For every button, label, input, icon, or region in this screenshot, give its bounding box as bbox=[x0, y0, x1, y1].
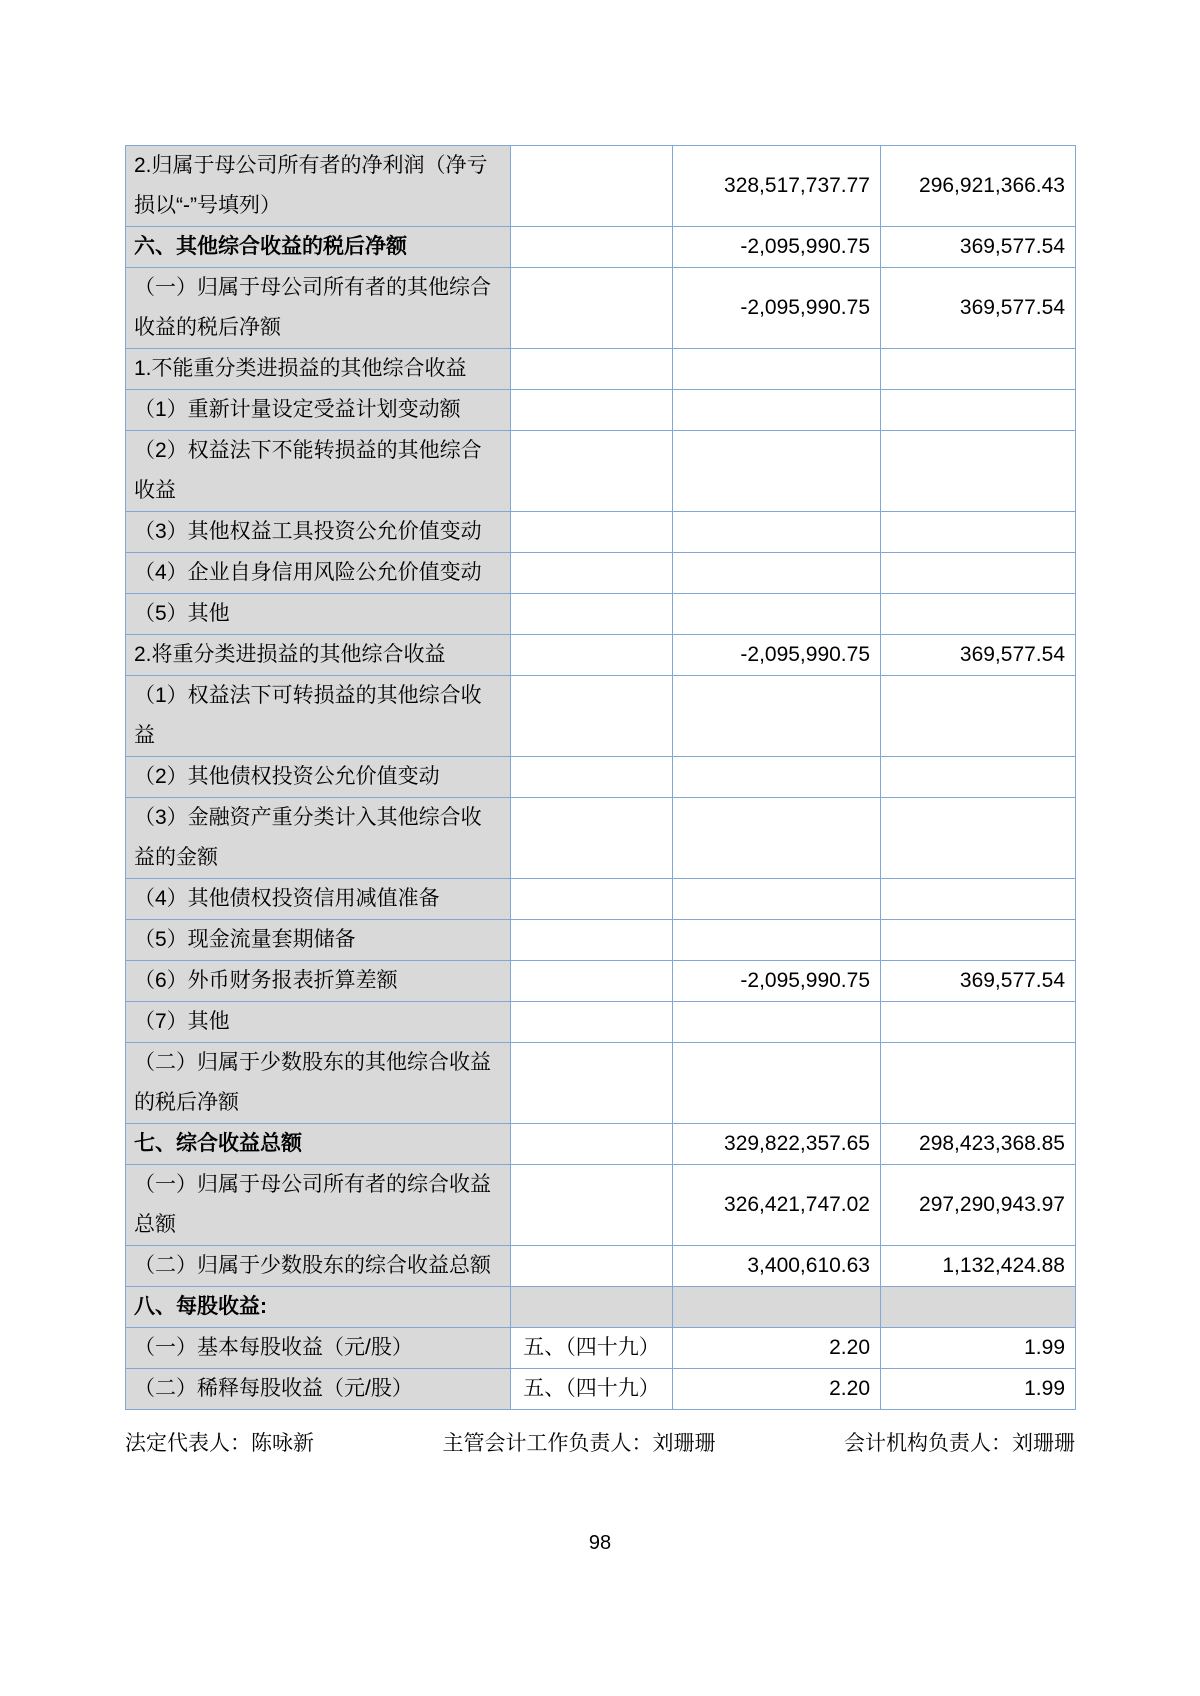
row-note-cell: 五、（四十九） bbox=[511, 1369, 673, 1410]
row-amount-current-cell bbox=[673, 676, 881, 757]
row-label-cell: （一）归属于母公司所有者的其他综合收益的税后净额 bbox=[126, 268, 511, 349]
row-amount-previous-cell bbox=[881, 676, 1076, 757]
legal-representative-label: 法定代表人：陈咏新 bbox=[125, 1432, 314, 1455]
row-amount-previous-cell bbox=[881, 390, 1076, 431]
row-amount-previous-cell: 369,577.54 bbox=[881, 635, 1076, 676]
row-note-cell bbox=[511, 1043, 673, 1124]
row-note-cell bbox=[511, 920, 673, 961]
row-amount-current-cell bbox=[673, 879, 881, 920]
row-note-cell bbox=[511, 227, 673, 268]
row-note-cell bbox=[511, 1124, 673, 1165]
row-amount-current-cell bbox=[673, 512, 881, 553]
row-label-cell: （7）其他 bbox=[126, 1002, 511, 1043]
row-amount-previous-cell: 297,290,943.97 bbox=[881, 1165, 1076, 1246]
row-amount-current-cell: -2,095,990.75 bbox=[673, 635, 881, 676]
row-note-cell bbox=[511, 1246, 673, 1287]
row-amount-previous-cell bbox=[881, 553, 1076, 594]
row-label-cell: 1.不能重分类进损益的其他综合收益 bbox=[126, 349, 511, 390]
row-amount-previous-cell bbox=[881, 757, 1076, 798]
table-row bbox=[126, 1328, 1076, 1369]
row-amount-current-cell bbox=[673, 553, 881, 594]
row-note-cell bbox=[511, 1287, 673, 1328]
row-note-cell bbox=[511, 146, 673, 227]
row-note-cell bbox=[511, 879, 673, 920]
table-row bbox=[126, 676, 1076, 757]
row-label-cell: 2.将重分类进损益的其他综合收益 bbox=[126, 635, 511, 676]
row-amount-previous-cell bbox=[881, 512, 1076, 553]
row-label-cell: （一）基本每股收益（元/股） bbox=[126, 1328, 511, 1369]
row-amount-previous-cell bbox=[881, 431, 1076, 512]
row-label-cell: （3）金融资产重分类计入其他综合收益的金额 bbox=[126, 798, 511, 879]
row-label-cell: 八、每股收益: bbox=[126, 1287, 511, 1328]
table-row bbox=[126, 1002, 1076, 1043]
table-row bbox=[126, 227, 1076, 268]
table-row bbox=[126, 1043, 1076, 1124]
row-label-cell: （5）现金流量套期储备 bbox=[126, 920, 511, 961]
table-row bbox=[126, 268, 1076, 349]
row-amount-current-cell bbox=[673, 757, 881, 798]
row-note-cell bbox=[511, 635, 673, 676]
row-amount-current-cell: -2,095,990.75 bbox=[673, 961, 881, 1002]
table-row bbox=[126, 146, 1076, 227]
row-note-cell bbox=[511, 757, 673, 798]
row-amount-current-cell bbox=[673, 349, 881, 390]
row-amount-current-cell bbox=[673, 1002, 881, 1043]
row-note-cell bbox=[511, 1165, 673, 1246]
row-amount-current-cell: 328,517,737.77 bbox=[673, 146, 881, 227]
row-label-cell: 六、其他综合收益的税后净额 bbox=[126, 227, 511, 268]
row-amount-current-cell: 2.20 bbox=[673, 1328, 881, 1369]
row-amount-previous-cell bbox=[881, 594, 1076, 635]
row-amount-previous-cell bbox=[881, 879, 1076, 920]
row-amount-previous-cell bbox=[881, 349, 1076, 390]
row-note-cell bbox=[511, 553, 673, 594]
table-row bbox=[126, 553, 1076, 594]
row-amount-current-cell bbox=[673, 798, 881, 879]
row-note-cell bbox=[511, 512, 673, 553]
table-row bbox=[126, 1287, 1076, 1328]
row-label-cell: （2）其他债权投资公允价值变动 bbox=[126, 757, 511, 798]
table-row bbox=[126, 920, 1076, 961]
row-note-cell bbox=[511, 349, 673, 390]
row-note-cell bbox=[511, 390, 673, 431]
row-note-cell bbox=[511, 676, 673, 757]
row-label-cell: （一）归属于母公司所有者的综合收益总额 bbox=[126, 1165, 511, 1246]
row-note-cell bbox=[511, 798, 673, 879]
row-amount-current-cell bbox=[673, 431, 881, 512]
accounting-head-label: 会计机构负责人：刘珊珊 bbox=[844, 1432, 1075, 1455]
row-label-cell: （二）归属于少数股东的综合收益总额 bbox=[126, 1246, 511, 1287]
row-amount-previous-cell: 369,577.54 bbox=[881, 227, 1076, 268]
row-label-cell: （4）企业自身信用风险公允价值变动 bbox=[126, 553, 511, 594]
row-amount-previous-cell: 369,577.54 bbox=[881, 961, 1076, 1002]
row-label-cell: （6）外币财务报表折算差额 bbox=[126, 961, 511, 1002]
table-row bbox=[126, 512, 1076, 553]
table-row bbox=[126, 961, 1076, 1002]
row-amount-current-cell: -2,095,990.75 bbox=[673, 268, 881, 349]
row-amount-previous-cell: 296,921,366.43 bbox=[881, 146, 1076, 227]
row-amount-previous-cell: 1.99 bbox=[881, 1328, 1076, 1369]
row-label-cell: （5）其他 bbox=[126, 594, 511, 635]
row-amount-previous-cell: 298,423,368.85 bbox=[881, 1124, 1076, 1165]
row-label-cell: （1）重新计量设定受益计划变动额 bbox=[126, 390, 511, 431]
row-amount-previous-cell bbox=[881, 1043, 1076, 1124]
table-row bbox=[126, 635, 1076, 676]
table-row bbox=[126, 594, 1076, 635]
row-amount-previous-cell: 369,577.54 bbox=[881, 268, 1076, 349]
row-note-cell bbox=[511, 961, 673, 1002]
row-amount-current-cell bbox=[673, 1043, 881, 1124]
row-amount-previous-cell bbox=[881, 1002, 1076, 1043]
comprehensive-income-statement-table bbox=[125, 145, 1075, 1410]
row-label-cell: （3）其他权益工具投资公允价值变动 bbox=[126, 512, 511, 553]
row-note-cell bbox=[511, 1002, 673, 1043]
chief-accountant-label: 主管会计工作负责人：刘珊珊 bbox=[442, 1432, 716, 1455]
signatories-footer bbox=[125, 1424, 1075, 1464]
row-note-cell bbox=[511, 431, 673, 512]
row-note-cell: 五、（四十九） bbox=[511, 1328, 673, 1369]
table-body bbox=[126, 146, 1076, 1410]
table-row bbox=[126, 1165, 1076, 1246]
page-number: 98 bbox=[588, 1532, 612, 1554]
row-amount-current-cell: 3,400,610.63 bbox=[673, 1246, 881, 1287]
row-note-cell bbox=[511, 268, 673, 349]
row-amount-previous-cell bbox=[881, 1287, 1076, 1328]
row-label-cell: 2.归属于母公司所有者的净利润（净亏损以“-”号填列） bbox=[126, 146, 511, 227]
row-label-cell: （4）其他债权投资信用减值准备 bbox=[126, 879, 511, 920]
table-row bbox=[126, 390, 1076, 431]
row-amount-current-cell: 2.20 bbox=[673, 1369, 881, 1410]
table-row bbox=[126, 798, 1076, 879]
row-label-cell: （2）权益法下不能转损益的其他综合收益 bbox=[126, 431, 511, 512]
table-row bbox=[126, 349, 1076, 390]
row-amount-current-cell: 329,822,357.65 bbox=[673, 1124, 881, 1165]
row-label-cell: 七、综合收益总额 bbox=[126, 1124, 511, 1165]
row-amount-current-cell: -2,095,990.75 bbox=[673, 227, 881, 268]
row-amount-previous-cell: 1,132,424.88 bbox=[881, 1246, 1076, 1287]
row-amount-previous-cell bbox=[881, 798, 1076, 879]
table-row bbox=[126, 879, 1076, 920]
table-row bbox=[126, 1369, 1076, 1410]
row-label-cell: （二）稀释每股收益（元/股） bbox=[126, 1369, 511, 1410]
row-amount-previous-cell bbox=[881, 920, 1076, 961]
row-label-cell: （1）权益法下可转损益的其他综合收益 bbox=[126, 676, 511, 757]
table-row bbox=[126, 431, 1076, 512]
row-amount-current-cell: 326,421,747.02 bbox=[673, 1165, 881, 1246]
table-row bbox=[126, 757, 1076, 798]
row-note-cell bbox=[511, 594, 673, 635]
row-amount-current-cell bbox=[673, 390, 881, 431]
row-amount-current-cell bbox=[673, 594, 881, 635]
row-amount-current-cell bbox=[673, 1287, 881, 1328]
row-amount-previous-cell: 1.99 bbox=[881, 1369, 1076, 1410]
row-amount-current-cell bbox=[673, 920, 881, 961]
table-row bbox=[126, 1124, 1076, 1165]
table-row bbox=[126, 1246, 1076, 1287]
row-label-cell: （二）归属于少数股东的其他综合收益的税后净额 bbox=[126, 1043, 511, 1124]
income-statement-grid bbox=[125, 145, 1076, 1410]
